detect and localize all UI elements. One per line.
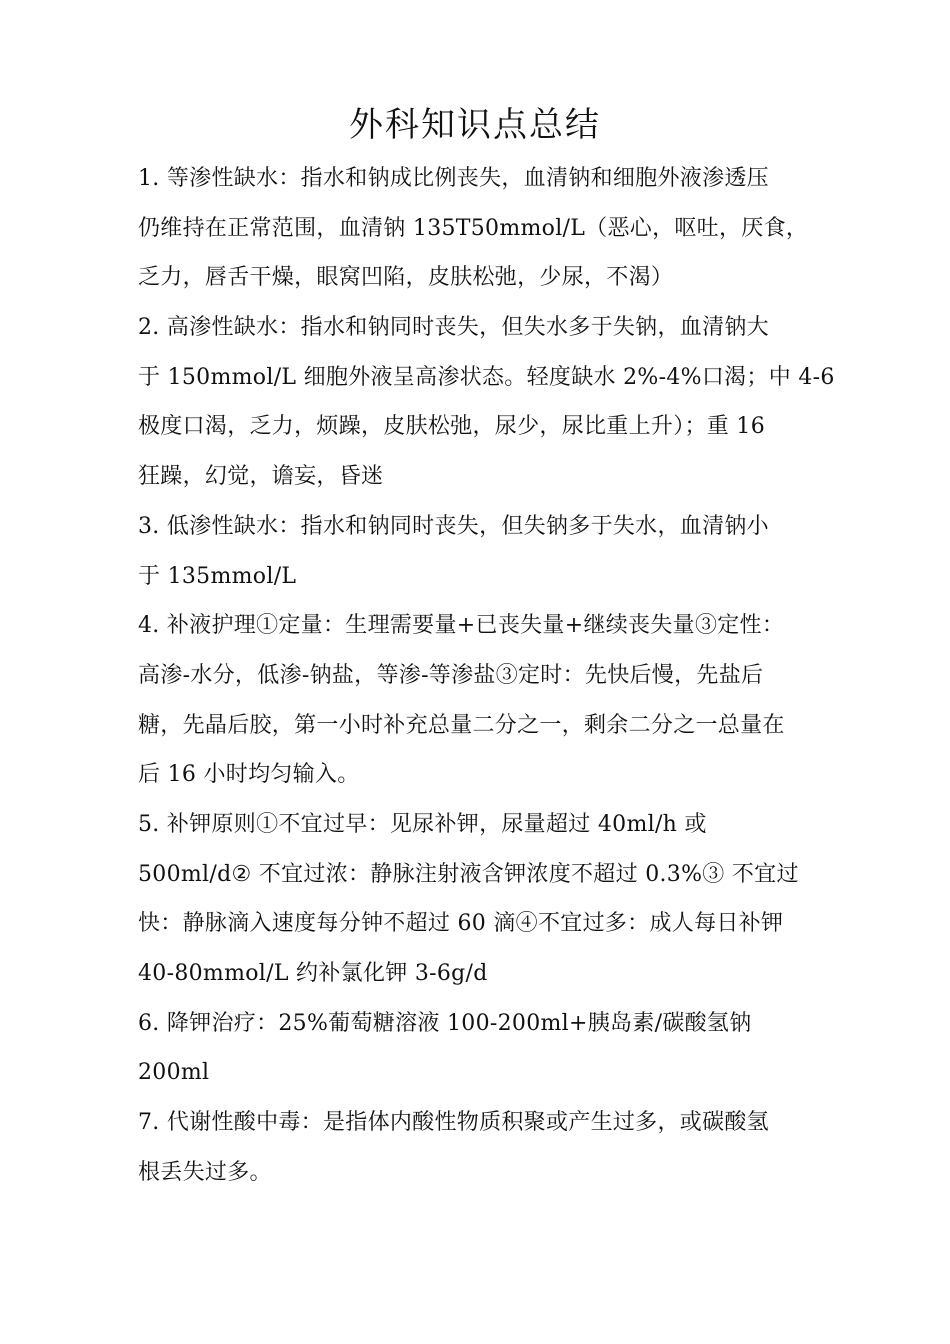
text-line: 快：静脉滴入速度每分钟不超过 60 滴④不宜过多：成人每日补钾 (138, 911, 784, 937)
text-line: 1. 等渗性缺水：指水和钠成比例丧失，血清钠和细胞外液渗透压 (138, 166, 769, 191)
text-line: 仍维持在正常范围，血清钠 135T50mmol/L（恶心，呕吐，厌食， (138, 215, 809, 241)
text-line: 狂躁，幻觉，谵妄，昏迷 (138, 464, 384, 490)
text-line: 2. 高渗性缺水：指水和钠同时丧失，但失水多于失钠，血清钠大 (138, 315, 769, 341)
text-line: 7. 代谢性酸中毒：是指体内酸性物质积聚或产生过多，或碳酸氢 (138, 1110, 769, 1136)
text-line: 200ml (138, 1060, 210, 1086)
text-line: 于 150mmol/L 细胞外液呈高渗状态。轻度缺水 2%-4%口渴；中 4-6 (138, 364, 835, 390)
text-line: 极度口渴，乏力，烦躁，皮肤松弛，尿少，尿比重上升）；重 16 (138, 414, 765, 440)
text-line: 糖，先晶后胶，第一小时补充总量二分之一，剩余二分之一总量在 (138, 712, 785, 738)
text-line: 于 135mmol/L (138, 563, 297, 589)
document-title: 外科知识点总结 (349, 105, 601, 145)
text-line: 根丢失过多。 (138, 1159, 272, 1185)
document-body (138, 154, 835, 1197)
text-line: 5. 补钾原则①不宜过早：见尿补钾，尿量超过 40ml/h 或 (138, 811, 707, 837)
text-line: 4. 补液护理①定量：生理需要量+已丧失量+继续丧失量③定性： (138, 613, 785, 639)
text-line: 后 16 小时均匀输入。 (138, 762, 360, 788)
text-line: 6. 降钾治疗：25%葡萄糖溶液 100-200ml+胰岛素/碳酸氢钠 (138, 1010, 752, 1036)
text-line: 3. 低渗性缺水：指水和钠同时丧失，但失钠多于失水，血清钠小 (138, 513, 769, 539)
text-line: 乏力，唇舌干燥，眼窝凹陷，皮肤松弛，少尿，不渴） (138, 265, 674, 291)
text-line: 40-80mmol/L 约补氯化钾 3-6g/d (138, 961, 488, 986)
text-line: 500ml/d② 不宜过浓：静脉注射液含钾浓度不超过 0.3%③ 不宜过 (138, 861, 799, 887)
text-line: 高渗-水分，低渗-钠盐，等渗-等渗盐③定时：先快后慢，先盐后 (138, 662, 764, 688)
